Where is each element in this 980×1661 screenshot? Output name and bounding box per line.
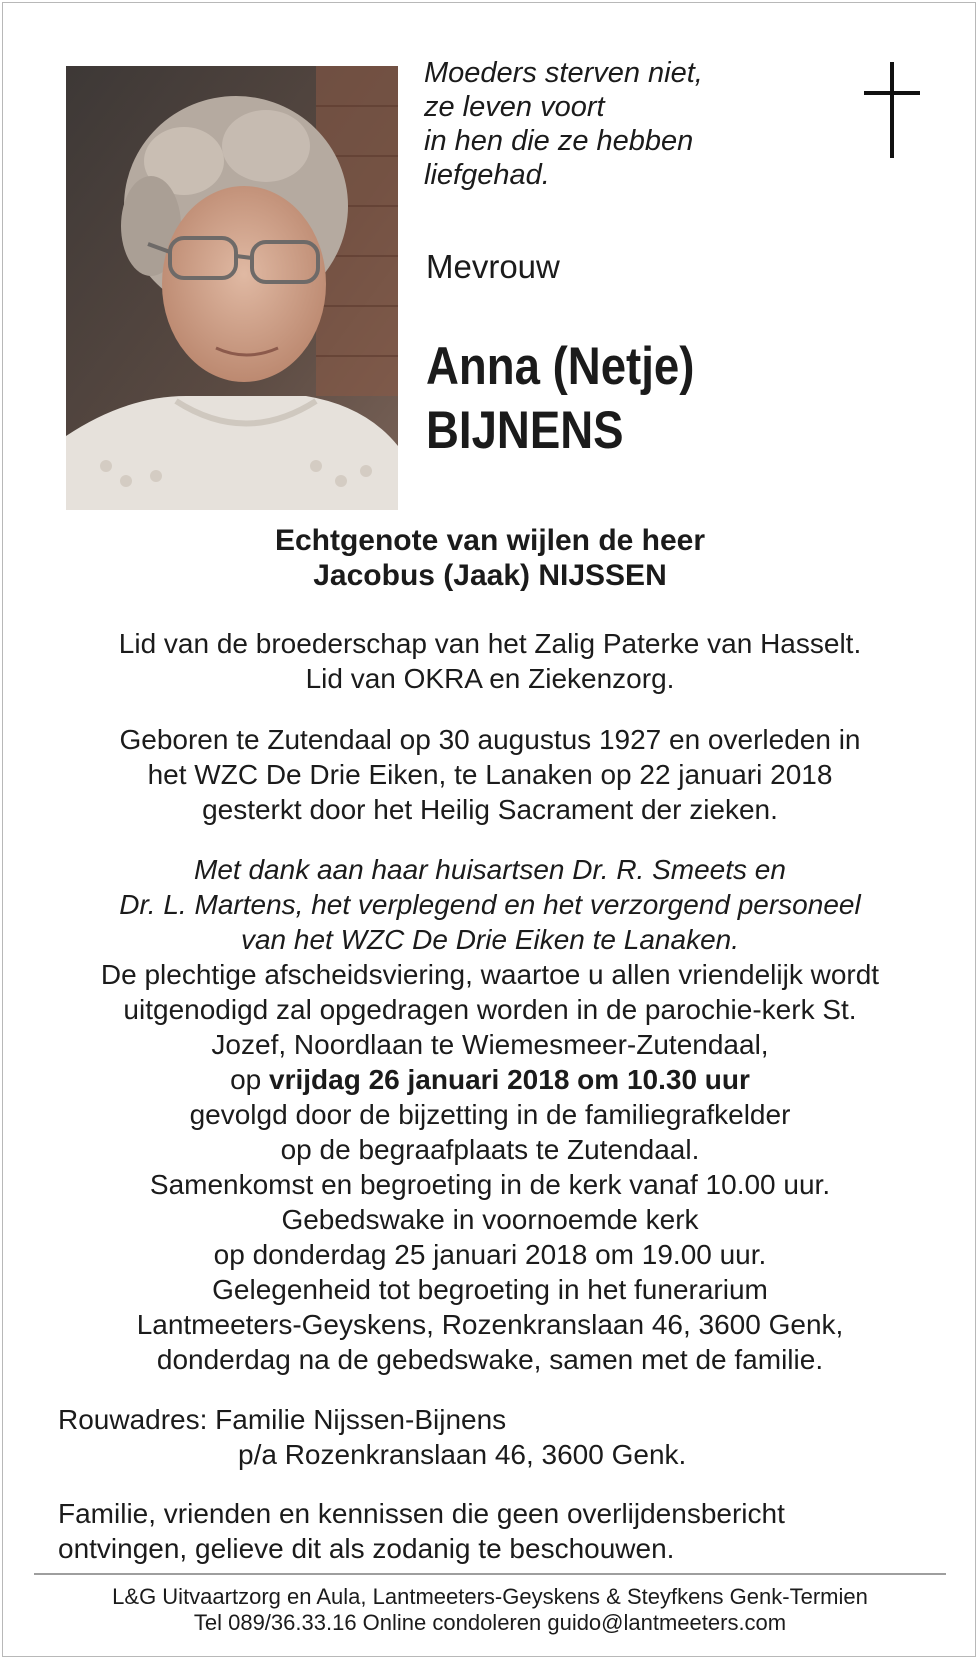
date-prefix: op [230, 1064, 270, 1095]
text-line: Lid van de broederschap van het Zalig Paterke van Hasselt. [118, 628, 862, 659]
text-line: gevolgd door de bijzetting in de familiegrafkelder [189, 1099, 791, 1130]
deceased-name [426, 335, 694, 463]
poem-line: in hen die ze hebben [424, 125, 694, 157]
text-line: Gebedswake in voornoemde kerk [281, 1204, 699, 1235]
notice-line: Familie, vrienden en kennissen die geen overlijdensbericht [58, 1498, 785, 1529]
mourning-address-street: p/a Rozenkranslaan 46, 3600 Genk. [238, 1439, 687, 1470]
thanks-line: van het WZC De Drie Eiken te Lanaken. [240, 924, 739, 955]
text-line: gesterkt door het Heilig Sacrament der zieken. [202, 794, 778, 825]
poem-quote [424, 56, 703, 192]
text-line: Jozef, Noordlaan te Wiemesmeer-Zutendaal, [211, 1029, 769, 1060]
text-line: Lid van OKRA en Ziekenzorg. [305, 663, 675, 694]
poem-line: Moeders sterven niet, [424, 57, 703, 89]
text-line: op donderdag 25 januari 2018 om 19.00 uur. [213, 1239, 767, 1270]
text-line: donderdag na de gebedswake, samen met de familie. [156, 1344, 824, 1375]
birth-death-paragraph [0, 722, 980, 827]
spouse-line: Jacobus (Jaak) NIJSSEN [313, 559, 667, 592]
thanks-line: Dr. L. Martens, het verplegend en het verzorgend personeel [119, 889, 861, 920]
ceremony-date-line [0, 1062, 980, 1097]
thanks-line: Met dank aan haar huisartsen Dr. R. Smeets en [194, 854, 786, 885]
membership-paragraph [0, 626, 980, 696]
text-line: Lantmeeters-Geyskens, Rozenkranslaan 46, 3600 Genk, [136, 1309, 844, 1340]
text-line: Samenkomst en begroeting in de kerk vanaf 10.00 uur. [149, 1169, 831, 1200]
text-line: Geboren te Zutendaal op 30 augustus 1927 en overleden in [119, 724, 861, 755]
spouse-line: Echtgenote van wijlen de heer [274, 524, 706, 557]
ceremony-date: vrijdag 26 januari 2018 om 10.30 uur [269, 1064, 750, 1095]
text-line: uitgenodigd zal opgedragen worden in de parochie-kerk St. [123, 994, 857, 1025]
salutation: Mevrouw [426, 248, 560, 285]
first-name: Anna (Netje) [426, 337, 695, 396]
text-line: Gelegenheid tot begroeting in het funerarium [212, 1274, 768, 1305]
footer-divider [34, 1573, 946, 1575]
notice-line: ontvingen, gelieve dit als zodanig te beschouwen. [58, 1533, 675, 1564]
funeral-home-footer [0, 1584, 980, 1636]
last-name: BIJNENS [426, 401, 624, 460]
ceremony-paragraph [0, 852, 980, 1377]
text-line: op de begraafplaats te Zutendaal. [280, 1134, 700, 1165]
poem-line: ze leven voort [424, 91, 605, 123]
spouse-info [0, 523, 980, 593]
portrait-photo [66, 66, 398, 510]
text-line: De plechtige afscheidsviering, waartoe u allen vriendelijk wordt [100, 959, 880, 990]
footer-line: Tel 089/36.33.16 Online condoleren guido@lantmeeters.com [193, 1610, 787, 1635]
footer-line: L&G Uitvaartzorg en Aula, Lantmeeters-Geyskens & Steyfkens Genk-Termien [112, 1584, 868, 1609]
mourning-address-line: Rouwadres: Familie Nijssen-Bijnens [58, 1404, 507, 1435]
text-line: het WZC De Drie Eiken, te Lanaken op 22 januari 2018 [147, 759, 833, 790]
poem-line: liefgehad. [424, 159, 550, 191]
cross-icon [864, 62, 920, 158]
